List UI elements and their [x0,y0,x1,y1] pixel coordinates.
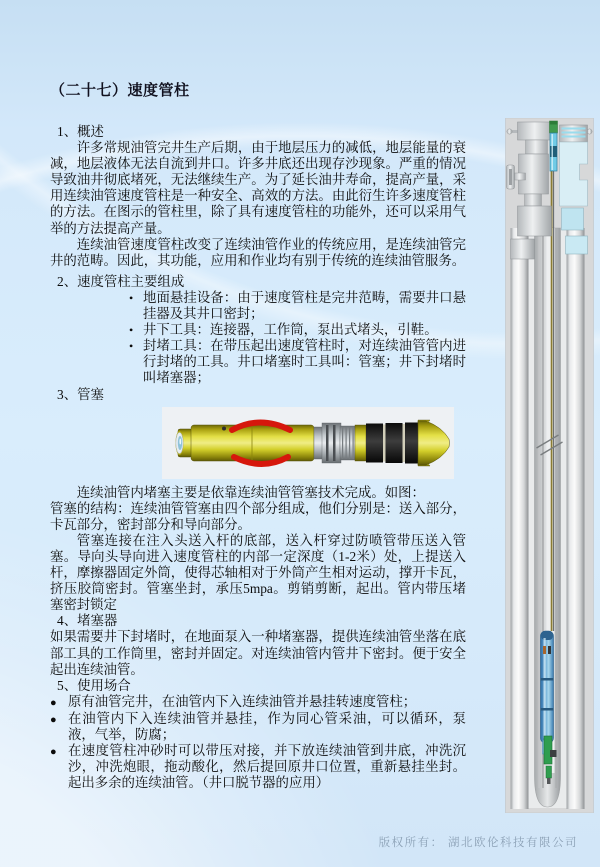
list-item [129,338,466,386]
section-5-bullet-list [50,694,466,792]
well-diagram-illustration [505,118,594,813]
section-1-paragraph-2: 连续油管速度管柱改变了连续油管作业的传统应用，是连续油管完井的范畴。因此，其功能，应用和作业均有别于传统的连续油管服务。 [50,236,466,268]
section-4-paragraph-1: 如果需要井下封堵时，在地面泵入一种堵塞器，提供连续油管坐落在底部工具的工作筒里，密封并固定。对连续油管内管井下密封。便于安全起出连续油管。 [50,629,466,677]
list-item [50,694,466,711]
list-item-text: 在速度管柱冲砂时可以带压对接，并下放连续油管到井底，冲洗沉沙，冲洗炮眼，拖动酸化，然后提回原井口位置，重新悬挂坐封。起出多余的连续油管。（井口脱节器的应用） [68,743,466,791]
section-2-heading: 2、速度管柱主要组成 [57,273,185,289]
plug-slip-assembly [314,423,355,463]
bullet-icon: • [129,323,134,338]
copyright-footer: 版权所有： 湖北欧伦科技有限公司 [378,837,578,849]
coiled-tubing-string [551,168,554,631]
section-4-heading: 4、堵塞器 [57,613,118,629]
page-title: （二十七）速度管柱 [50,83,190,99]
velocity-string-well-diagram [505,118,594,813]
section-3-paragraph-3: 管塞连接在注入头送入杆的底部，送入杆穿过防喷管带压送入管塞。导向头导向进入速度管柱的内部一定深度（1-2米）处，上提送入杆，摩擦器固定外筒，使得芯轴相对于外筒产生相对运动，撑开卡瓦，挤压胶筒密封。管塞坐封，承压5mpa。剪销剪断，起出。管内带压堵塞密封锁定 [50,532,466,613]
plug-guide-body [176,425,315,461]
bullet-icon: ● [50,713,57,726]
list-item [50,743,466,791]
list-item [129,290,466,322]
section-3-paragraph-2: 管塞的结构：连续油管管塞由四个部分组成，他们分别是：送入部分，卡瓦部分，密封部分和导向部分。 [50,500,466,532]
section-3-heading: 3、管塞 [57,386,104,402]
list-item-text: 封堵工具：在带压起出速度管柱时，对连续油管管内进行封堵的工具。井口堵塞时工具叫：管塞；井下封堵时叫堵塞器； [143,338,466,386]
list-item [129,322,466,338]
list-item-text: 井下工具：连接器，工作筒，泵出式堵头，引鞋。 [143,322,438,338]
section-5-heading: 5、使用场合 [57,677,131,693]
plug-tool-illustration [162,407,454,479]
list-item-text: 原有油管完井，在油管内下入连续油管并悬挂转速度管柱； [68,693,417,709]
document-text [50,124,466,791]
bullet-icon: • [129,290,134,305]
bullet-icon: ● [50,746,57,759]
list-item [50,711,466,743]
section-3-paragraph-1: 连续油管内堵塞主要是依靠连续油管管塞技术完成。如图： [76,484,425,500]
section-2-bullet-list [129,290,466,387]
list-item-text: 地面悬挂设备：由于速度管柱是完井范畴，需要井口悬挂器及其井口密封； [143,289,466,322]
coiled-tubing-plug-image [162,407,454,479]
bullet-icon: ● [50,696,57,709]
bullet-icon: • [129,339,134,354]
document-body [50,79,466,791]
plug-seal-section [355,422,418,463]
section-1-heading: 1、概述 [57,124,104,139]
list-item-text: 在油管内下入连续油管并悬挂，作为同心管采油，可以循环，泵液，气举，防腐； [68,710,466,742]
section-1-paragraph-1: 许多常规油管完井生产后期，由于地层压力的减低，地层能量的衰减，地层液体无法自流到井口。许多井底还出现存沙现象。严重的情况导致油井彻底堵死，无法继续生产。为了延长油井寿命，提高产量，采用连续油管速度管柱是一种安全、高效的方法。由此衍生许多速度管柱的方法。在图示的管柱里，除了具有速度管柱的功能外，还可以采用气举的方法提高产量。 [50,140,466,236]
